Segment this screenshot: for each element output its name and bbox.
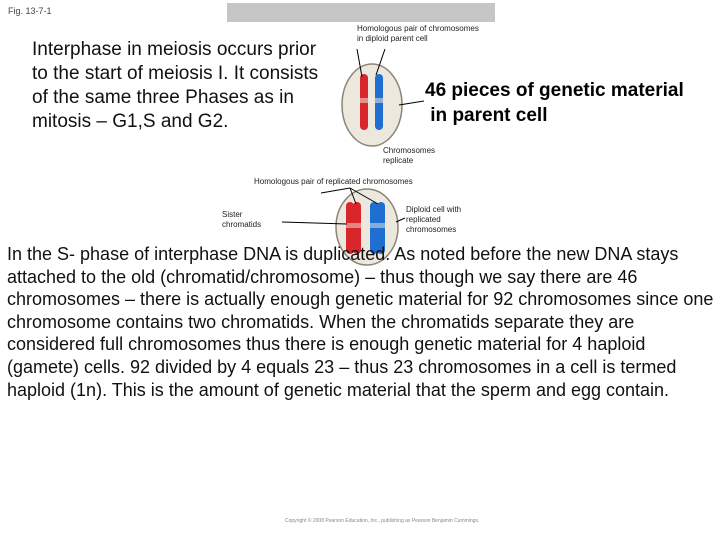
chromosomes-replicate-label [383, 146, 435, 166]
homologous-replicated-label: Homologous pair of replicated chromosomes [254, 177, 413, 186]
homologous-pair-label-line1: Homologous pair of chromosomes [357, 24, 479, 33]
diploid-cell-line3: chromosomes [406, 225, 457, 234]
copyright-credit: Copyright © 2008 Pearson Education, Inc., publishing as Pearson Benjamin Cummings. [285, 518, 480, 524]
parent-cell [342, 64, 402, 146]
homologous-pair-label-line2: in diploid parent cell [357, 34, 428, 43]
chromosomes-replicate-line2: replicate [383, 156, 414, 165]
diploid-cell-line1: Diploid cell with [406, 205, 462, 214]
diploid-cell-label [406, 205, 461, 235]
figure-label: Fig. 13-7-1 [8, 6, 52, 16]
genetic-material-note: 46 pieces of genetic material in parent cell [425, 80, 684, 126]
chromosomes-replicate-line1: Chromosomes [383, 146, 436, 155]
diploid-cell-line2: replicated [406, 215, 441, 224]
homologous-pair-label [357, 24, 479, 44]
s-phase-explanation: In the S- phase of interphase DNA is duplicated. As noted before the new DNA stays attached to the old (chromatid/chromosome) – thus though we say there are 46 chromosomes – there is actually enough genetic material for 92 chromosomes since one chromosome contains two chromatids. When the chromatids separate they are considered full chromosomes thus there is enough genetic material for 4 haploid (gamete) cells. 92 divided by 4 equals 23 – thus 23 chromosomes in a cell is termed haploid (1n). This is the amount of genetic material that the sperm and egg contain. [7, 244, 714, 400]
interphase-text: Interphase in meiosis occurs prior to the start of meiosis I. It consists of the same three Phases as in mitosis – G1,S and G2. [32, 39, 319, 132]
sister-chromatids-line1: Sister [222, 210, 243, 219]
sister-chromatids-label [222, 210, 261, 230]
sister-chromatids-line2: chromatids [222, 220, 262, 229]
